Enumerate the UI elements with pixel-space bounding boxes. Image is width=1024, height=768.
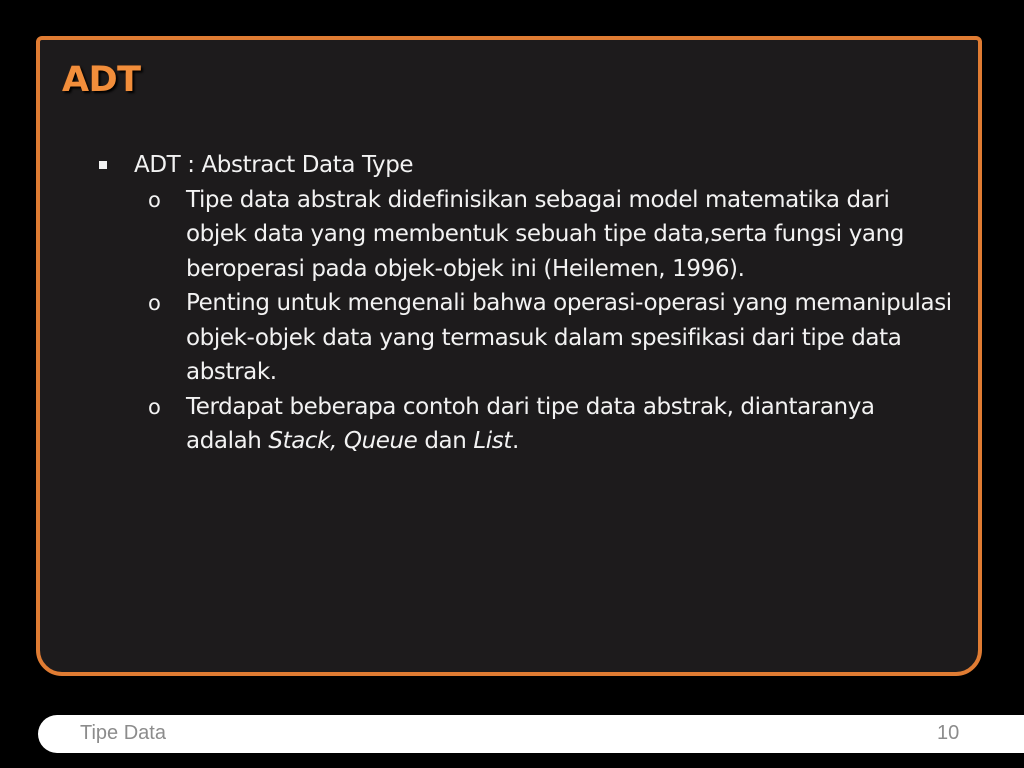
circle-bullet-icon: o [148, 291, 161, 315]
sub-bullet-italic-list: List [473, 428, 512, 454]
sub-bullet-text: Tipe data abstrak didefinisikan sebagai model matematika dari objek data yang membentuk sebuah tipe data,serta fungsi yang beroperasi pada objek-objek ini (Heilemen, 1996). [186, 186, 904, 282]
sub-bullet-item [96, 390, 956, 459]
sub-bullet-text-before: Terdapat beberapa contoh dari tipe data abstrak, diantaranya adalah [186, 393, 875, 454]
bullet-item [96, 148, 956, 183]
bullet-label: ADT : Abstract Data Type [134, 152, 414, 178]
circle-bullet-icon: o [148, 187, 161, 212]
slide-content [96, 148, 956, 459]
slide-title: ADT [62, 60, 141, 100]
sub-bullet-item [96, 286, 956, 390]
square-bullet-icon [99, 161, 107, 169]
circle-bullet-icon: o [148, 394, 161, 419]
footer-title: Tipe Data [80, 722, 166, 744]
sub-bullet-text: Penting untuk mengenali bahwa operasi-operasi yang memanipulasi objek-objek data yang termasuk dalam spesifikasi dari tipe data abstrak. [186, 290, 952, 385]
footer-bar [38, 715, 1024, 753]
page-number: 10 [937, 722, 960, 744]
sub-bullet-text-middle: dan [417, 428, 474, 454]
sub-bullet-italic-stack-queue: Stack, Queue [268, 428, 418, 454]
sub-bullet-item [96, 183, 956, 287]
sub-bullet-text-end: . [511, 428, 519, 454]
